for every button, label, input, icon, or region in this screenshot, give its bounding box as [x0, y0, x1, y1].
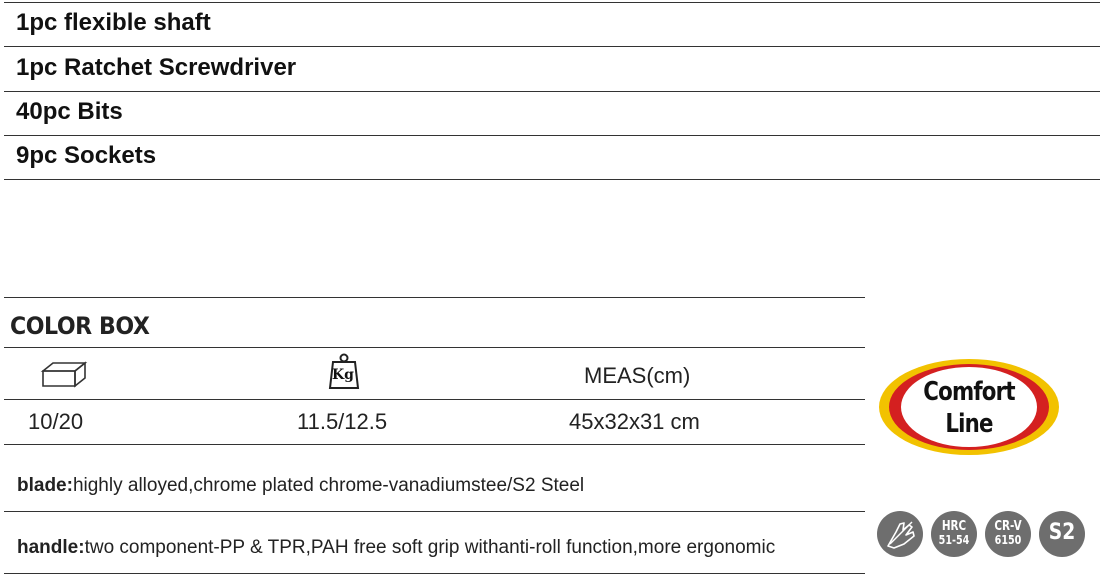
color-box-top-rule: [4, 297, 865, 298]
crv-badge-line2: 6150: [994, 533, 1022, 547]
row-divider: [4, 46, 1100, 47]
blade-spec: [17, 475, 584, 497]
weight-kg-icon: [327, 352, 361, 390]
comfort-line-line2: Line: [945, 409, 993, 439]
crv-badge-line1: CR-V: [994, 519, 1022, 534]
s2-badge-label: S2: [1048, 520, 1076, 545]
blade-label: blade:: [17, 475, 73, 496]
handle-text: two component-PP & TPR,PAH free soft grip withanti-roll function,more ergonomic: [84, 537, 776, 558]
s2-badge: [1038, 510, 1086, 558]
color-box-bottom-rule: [4, 444, 865, 445]
row-divider: [4, 91, 1100, 92]
comfort-line-logo: [878, 358, 1060, 456]
top-rule: [4, 2, 1100, 3]
hrc-badge: [930, 510, 978, 558]
meas-header: MEAS(cm): [584, 363, 691, 388]
spec-bottom-rule: [4, 573, 865, 574]
box-icon: [40, 360, 90, 388]
hrc-badge-line1: HRC: [941, 519, 967, 534]
color-box-header-rule: [4, 347, 865, 348]
content-item-ratchet-screwdriver: 1pc Ratchet Screwdriver: [16, 54, 297, 81]
row-divider: [4, 179, 1100, 180]
content-item-bits: 40pc Bits: [16, 98, 123, 125]
color-box-mid-rule: [4, 399, 865, 400]
weight-value: 11.5/12.5: [297, 409, 388, 434]
color-box-title: COLOR BOX: [10, 312, 150, 340]
content-item-flexible-shaft: 1pc flexible shaft: [16, 9, 211, 36]
meas-value: 45x32x31 cm: [569, 409, 700, 434]
handle-spec: [17, 537, 775, 559]
row-divider: [4, 135, 1100, 136]
blade-text: highly alloyed,chrome plated chrome-vanadiumstee/S2 Steel: [72, 475, 585, 496]
grip-hand-icon: [876, 510, 924, 558]
hrc-badge-line2: 51-54: [938, 533, 970, 547]
weight-kg-label: Kg: [332, 367, 354, 383]
handle-label: handle:: [17, 537, 85, 558]
content-item-sockets: 9pc Sockets: [16, 142, 157, 169]
quantity-value: 10/20: [28, 409, 84, 434]
crv-badge: [984, 510, 1032, 558]
spec-divider: [4, 511, 865, 512]
comfort-line-line1: Comfort: [923, 377, 1015, 407]
